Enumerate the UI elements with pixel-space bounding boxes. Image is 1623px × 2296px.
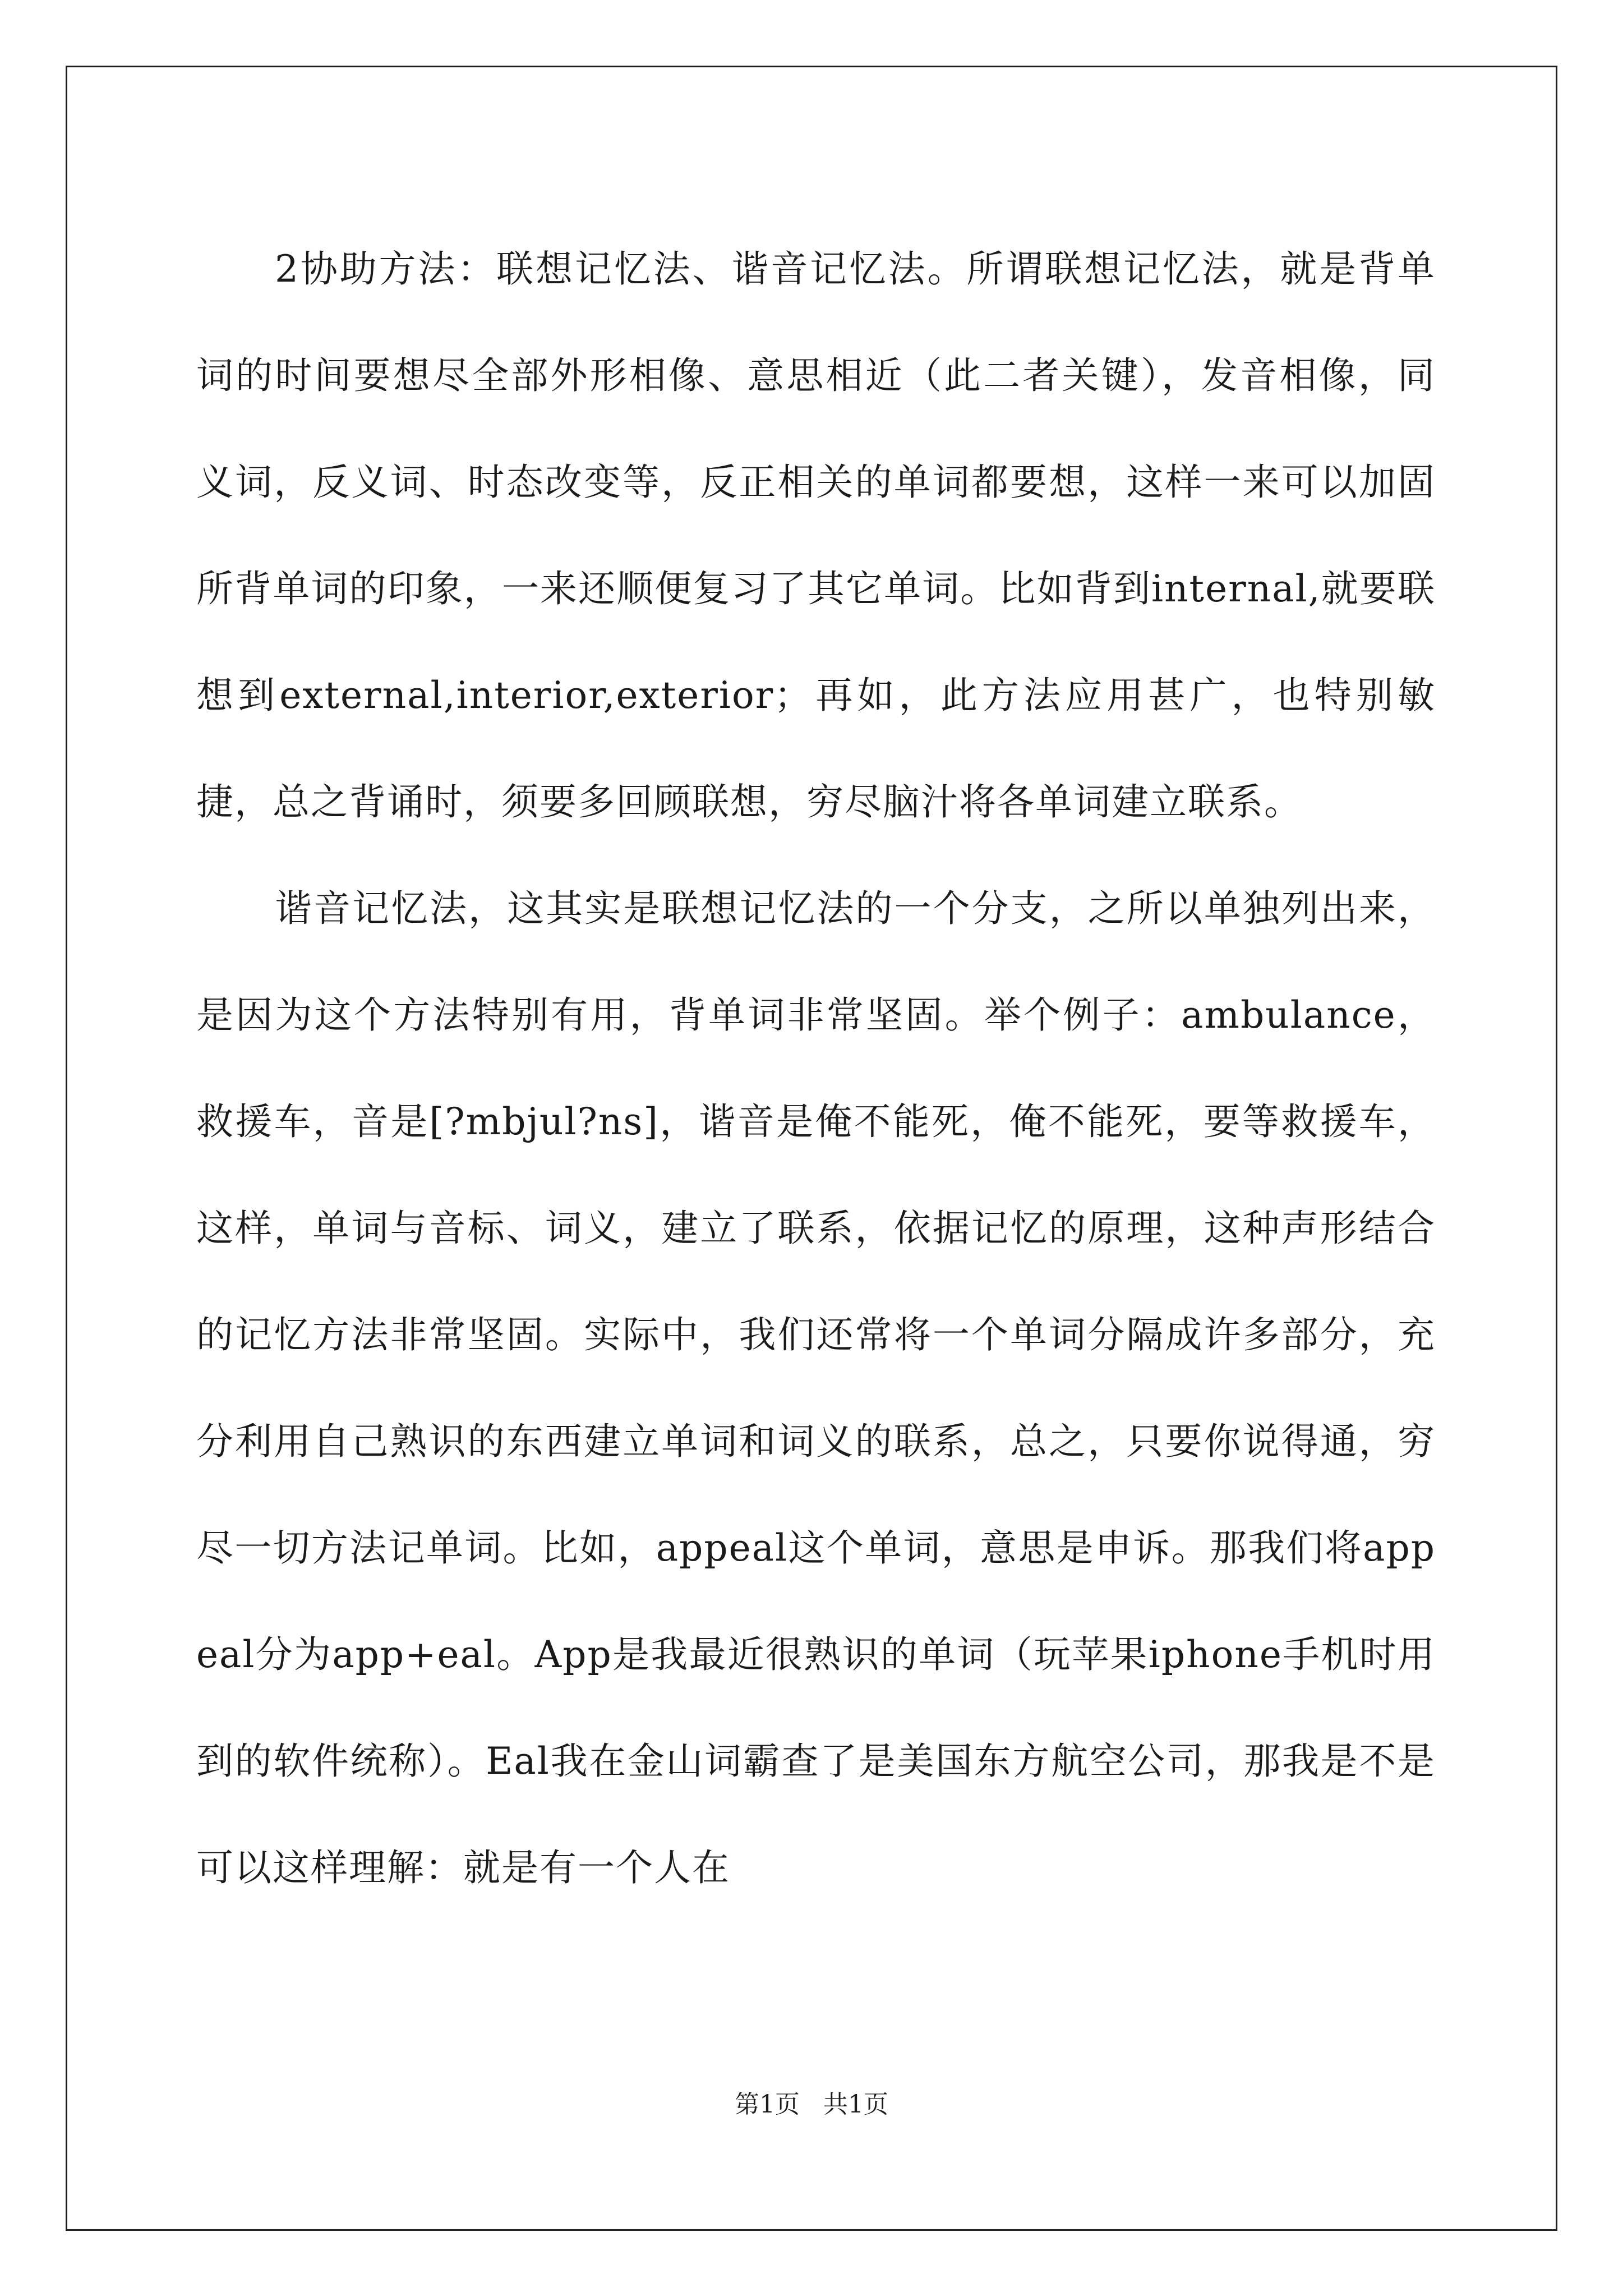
paragraph-1: 2协助方法：联想记忆法、谐音记忆法。所谓联想记忆法，就是背单词的时间要想尽全部外形相像、意思相近（此二者关键），发音相像，同义词，反义词、时态改变等，反正相关的单词都要想，这样一来可以加固所背单词的印象，一来还顺便复习了其它单词。比如背到internal,就要联想到external,interior,exterior；再如，此方法应用甚广，也特别敏捷，总之背诵时，须要多回顾联想，穷尽脑汁将各单词建立联系。 [196, 247, 1436, 823]
document-body [196, 216, 1436, 1921]
paragraph-2: 谐音记忆法，这其实是联想记忆法的一个分支，之所以单独列出来，是因为这个方法特别有用，背单词非常坚固。举个例子：ambulance，救援车，音是[?mbjul?ns]，谐音是俺不能死，俺不能死，要等救援车，这样，单词与音标、词义，建立了联系，依据记忆的原理，这种声形结合的记忆方法非常坚固。实际中，我们还常将一个单词分隔成许多部分，充分利用自己熟识的东西建立单词和词义的联系，总之，只要你说得通，穷尽一切方法记单词。比如，appeal这个单词，意思是申诉。那我们将appeal分为app+eal。App是我最近很熟识的单词（玩苹果iphone手机时用到的软件统称）。Eal我在金山词霸查了是美国东方航空公司，那我是不是可以这样理解：就是有一个人在 [196, 887, 1436, 1889]
page-number-footer: 第1页 共1页 [735, 2090, 888, 2119]
